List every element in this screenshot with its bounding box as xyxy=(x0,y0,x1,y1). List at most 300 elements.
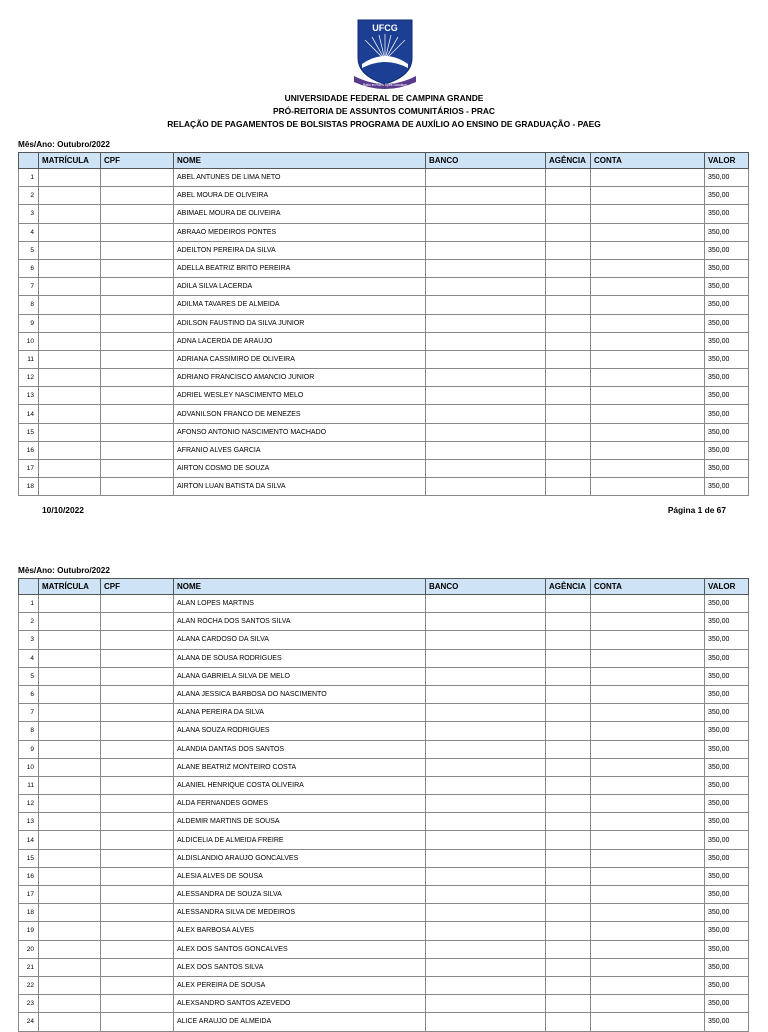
cpf-cell xyxy=(101,649,174,667)
banco-cell xyxy=(426,704,546,722)
table-row xyxy=(19,478,749,496)
cpf-cell xyxy=(101,205,174,223)
banco-cell xyxy=(426,169,546,187)
conta-cell xyxy=(591,205,705,223)
column-header: NOME xyxy=(174,153,426,169)
row-number: 22 xyxy=(19,976,39,994)
nome-cell: ALESSANDRA DE SOUZA SILVA xyxy=(174,886,426,904)
row-number: 8 xyxy=(19,722,39,740)
valor-cell: 350,00 xyxy=(705,350,749,368)
valor-cell: 350,00 xyxy=(705,314,749,332)
column-header: CONTA xyxy=(591,579,705,595)
column-header: MATRÍCULA xyxy=(39,579,101,595)
row-number: 8 xyxy=(19,296,39,314)
table-row xyxy=(19,259,749,277)
agencia-cell xyxy=(546,631,591,649)
conta-cell xyxy=(591,405,705,423)
row-number: 17 xyxy=(19,460,39,478)
table-row xyxy=(19,205,749,223)
agencia-cell xyxy=(546,976,591,994)
nome-cell: ALANIEL HENRIQUE COSTA OLIVEIRA xyxy=(174,776,426,794)
table-row xyxy=(19,613,749,631)
conta-cell xyxy=(591,667,705,685)
column-header: VALOR xyxy=(705,153,749,169)
agencia-cell xyxy=(546,904,591,922)
agencia-cell xyxy=(546,278,591,296)
cpf-cell xyxy=(101,740,174,758)
matricula-cell xyxy=(39,278,101,296)
matricula-cell xyxy=(39,667,101,685)
row-number: 11 xyxy=(19,776,39,794)
nome-cell: ABIMAEL MOURA DE OLIVEIRA xyxy=(174,205,426,223)
column-header: CPF xyxy=(101,153,174,169)
banco-cell xyxy=(426,995,546,1013)
column-header: CPF xyxy=(101,579,174,595)
matricula-cell xyxy=(39,387,101,405)
valor-cell: 350,00 xyxy=(705,940,749,958)
conta-cell xyxy=(591,223,705,241)
cpf-cell xyxy=(101,187,174,205)
table-row xyxy=(19,740,749,758)
matricula-cell xyxy=(39,831,101,849)
cpf-cell xyxy=(101,704,174,722)
banco-cell xyxy=(426,205,546,223)
matricula-cell xyxy=(39,685,101,703)
cpf-cell xyxy=(101,441,174,459)
row-number: 13 xyxy=(19,813,39,831)
cpf-cell xyxy=(101,995,174,1013)
nome-cell: ALDISLANDIO ARAUJO GONCALVES xyxy=(174,849,426,867)
table-row xyxy=(19,187,749,205)
nome-cell: ADILA SILVA LACERDA xyxy=(174,278,426,296)
nome-cell: ADVANILSON FRANCO DE MENEZES xyxy=(174,405,426,423)
valor-cell: 350,00 xyxy=(705,595,749,613)
row-number: 6 xyxy=(19,685,39,703)
table-row xyxy=(19,958,749,976)
table-row xyxy=(19,831,749,849)
nome-cell: ALDEMIR MARTINS DE SOUSA xyxy=(174,813,426,831)
cpf-cell xyxy=(101,922,174,940)
column-header: CONTA xyxy=(591,153,705,169)
column-header: AGÊNCIA xyxy=(546,153,591,169)
row-number: 9 xyxy=(19,740,39,758)
agencia-cell xyxy=(546,940,591,958)
table-row xyxy=(19,350,749,368)
row-number: 12 xyxy=(19,795,39,813)
valor-cell: 350,00 xyxy=(705,976,749,994)
row-number: 3 xyxy=(19,631,39,649)
agencia-cell xyxy=(546,667,591,685)
matricula-cell xyxy=(39,886,101,904)
conta-cell xyxy=(591,332,705,350)
nome-cell: ADILMA TAVARES DE ALMEIDA xyxy=(174,296,426,314)
cpf-cell xyxy=(101,631,174,649)
row-number: 5 xyxy=(19,667,39,685)
matricula-cell xyxy=(39,478,101,496)
row-number: 1 xyxy=(19,595,39,613)
conta-cell xyxy=(591,278,705,296)
nome-cell: AIRTON LUAN BATISTA DA SILVA xyxy=(174,478,426,496)
banco-cell xyxy=(426,922,546,940)
matricula-cell xyxy=(39,704,101,722)
cpf-cell xyxy=(101,350,174,368)
nome-cell: ALDICELIA DE ALMEIDA FREIRE xyxy=(174,831,426,849)
valor-cell: 350,00 xyxy=(705,649,749,667)
column-header: AGÊNCIA xyxy=(546,579,591,595)
column-header: VALOR xyxy=(705,579,749,595)
valor-cell: 350,00 xyxy=(705,958,749,976)
cpf-cell xyxy=(101,1013,174,1031)
nome-cell: ALANE BEATRIZ MONTEIRO COSTA xyxy=(174,758,426,776)
banco-cell xyxy=(426,813,546,831)
cpf-cell xyxy=(101,849,174,867)
conta-cell xyxy=(591,995,705,1013)
agencia-cell xyxy=(546,169,591,187)
banco-cell xyxy=(426,350,546,368)
cpf-cell xyxy=(101,958,174,976)
matricula-cell xyxy=(39,241,101,259)
table-row xyxy=(19,423,749,441)
matricula-cell xyxy=(39,460,101,478)
banco-cell xyxy=(426,595,546,613)
cpf-cell xyxy=(101,813,174,831)
table-row xyxy=(19,722,749,740)
valor-cell: 350,00 xyxy=(705,187,749,205)
nome-cell: ADRIEL WESLEY NASCIMENTO MELO xyxy=(174,387,426,405)
banco-cell xyxy=(426,940,546,958)
banco-cell xyxy=(426,831,546,849)
row-number: 10 xyxy=(19,758,39,776)
nome-cell: ADNA LACERDA DE ARAUJO xyxy=(174,332,426,350)
banco-cell xyxy=(426,332,546,350)
cpf-cell xyxy=(101,613,174,631)
agencia-cell xyxy=(546,849,591,867)
nome-cell: ABEL MOURA DE OLIVEIRA xyxy=(174,187,426,205)
row-number: 16 xyxy=(19,867,39,885)
nome-cell: ALANA GABRIELA SILVA DE MELO xyxy=(174,667,426,685)
nome-cell: ALANA PEREIRA DA SILVA xyxy=(174,704,426,722)
banco-cell xyxy=(426,1013,546,1031)
agencia-cell xyxy=(546,223,591,241)
table-row xyxy=(19,995,749,1013)
valor-cell: 350,00 xyxy=(705,886,749,904)
conta-cell xyxy=(591,685,705,703)
cpf-cell xyxy=(101,776,174,794)
table-row xyxy=(19,758,749,776)
cpf-cell xyxy=(101,405,174,423)
nome-cell: ALAN LOPES MARTINS xyxy=(174,595,426,613)
row-number: 23 xyxy=(19,995,39,1013)
table-header-row xyxy=(19,579,749,595)
agencia-cell xyxy=(546,995,591,1013)
agencia-cell xyxy=(546,758,591,776)
agencia-cell xyxy=(546,241,591,259)
matricula-cell xyxy=(39,867,101,885)
table-row xyxy=(19,867,749,885)
cpf-cell xyxy=(101,976,174,994)
agencia-cell xyxy=(546,613,591,631)
matricula-cell xyxy=(39,405,101,423)
row-number: 4 xyxy=(19,649,39,667)
agencia-cell xyxy=(546,685,591,703)
agencia-cell xyxy=(546,922,591,940)
matricula-cell xyxy=(39,613,101,631)
table-row xyxy=(19,886,749,904)
cpf-cell xyxy=(101,223,174,241)
agencia-cell xyxy=(546,423,591,441)
cpf-cell xyxy=(101,595,174,613)
valor-cell: 350,00 xyxy=(705,867,749,885)
valor-cell: 350,00 xyxy=(705,278,749,296)
row-number: 10 xyxy=(19,332,39,350)
conta-cell xyxy=(591,922,705,940)
cpf-cell xyxy=(101,169,174,187)
valor-cell: 350,00 xyxy=(705,758,749,776)
valor-cell: 350,00 xyxy=(705,613,749,631)
matricula-cell xyxy=(39,649,101,667)
valor-cell: 350,00 xyxy=(705,740,749,758)
banco-cell xyxy=(426,441,546,459)
agencia-cell xyxy=(546,405,591,423)
matricula-cell xyxy=(39,369,101,387)
matricula-cell xyxy=(39,296,101,314)
matricula-cell xyxy=(39,441,101,459)
department-name: PRÓ-REITORIA DE ASSUNTOS COMUNITÁRIOS - PRAC xyxy=(273,106,495,116)
nome-cell: ADELLA BEATRIZ BRITO PEREIRA xyxy=(174,259,426,277)
banco-cell xyxy=(426,740,546,758)
cpf-cell xyxy=(101,722,174,740)
conta-cell xyxy=(591,904,705,922)
nome-cell: ADRIANO FRANCISCO AMANCIO JUNIOR xyxy=(174,369,426,387)
matricula-cell xyxy=(39,223,101,241)
nome-cell: ABRAAO MEDEIROS PONTES xyxy=(174,223,426,241)
banco-cell xyxy=(426,405,546,423)
agencia-cell xyxy=(546,205,591,223)
nome-cell: ALANA JESSICA BARBOSA DO NASCIMENTO xyxy=(174,685,426,703)
matricula-cell xyxy=(39,595,101,613)
banco-cell xyxy=(426,223,546,241)
valor-cell: 350,00 xyxy=(705,904,749,922)
table-row xyxy=(19,595,749,613)
valor-cell: 350,00 xyxy=(705,795,749,813)
valor-cell: 350,00 xyxy=(705,169,749,187)
matricula-cell xyxy=(39,722,101,740)
valor-cell: 350,00 xyxy=(705,922,749,940)
cpf-cell xyxy=(101,940,174,958)
valor-cell: 350,00 xyxy=(705,849,749,867)
banco-cell xyxy=(426,976,546,994)
conta-cell xyxy=(591,958,705,976)
conta-cell xyxy=(591,831,705,849)
matricula-cell xyxy=(39,259,101,277)
table-row xyxy=(19,460,749,478)
nome-cell: ALANDIA DANTAS DOS SANTOS xyxy=(174,740,426,758)
valor-cell: 350,00 xyxy=(705,369,749,387)
nome-cell: ALICE ARAUJO DE ALMEIDA xyxy=(174,1013,426,1031)
payment-table xyxy=(18,152,749,496)
conta-cell xyxy=(591,441,705,459)
valor-cell: 350,00 xyxy=(705,667,749,685)
agencia-cell xyxy=(546,831,591,849)
nome-cell: ALDA FERNANDES GOMES xyxy=(174,795,426,813)
banco-cell xyxy=(426,296,546,314)
conta-cell xyxy=(591,296,705,314)
cpf-cell xyxy=(101,278,174,296)
matricula-cell xyxy=(39,350,101,368)
cpf-cell xyxy=(101,758,174,776)
conta-cell xyxy=(591,1013,705,1031)
cpf-cell xyxy=(101,904,174,922)
table-row xyxy=(19,685,749,703)
valor-cell: 350,00 xyxy=(705,831,749,849)
row-number: 15 xyxy=(19,849,39,867)
conta-cell xyxy=(591,849,705,867)
conta-cell xyxy=(591,867,705,885)
nome-cell: ALANA SOUZA RODRIGUES xyxy=(174,722,426,740)
banco-cell xyxy=(426,460,546,478)
banco-cell xyxy=(426,631,546,649)
column-header: MATRÍCULA xyxy=(39,153,101,169)
row-number: 15 xyxy=(19,423,39,441)
table-row xyxy=(19,405,749,423)
matricula-cell xyxy=(39,740,101,758)
agencia-cell xyxy=(546,387,591,405)
table-row xyxy=(19,631,749,649)
matricula-cell xyxy=(39,849,101,867)
banco-cell xyxy=(426,958,546,976)
banco-cell xyxy=(426,369,546,387)
conta-cell xyxy=(591,813,705,831)
banco-cell xyxy=(426,722,546,740)
nome-cell: AFRANIO ALVES GARCIA xyxy=(174,441,426,459)
agencia-cell xyxy=(546,958,591,976)
row-number: 24 xyxy=(19,1013,39,1031)
table-row xyxy=(19,241,749,259)
conta-cell xyxy=(591,795,705,813)
valor-cell: 350,00 xyxy=(705,460,749,478)
table-row xyxy=(19,387,749,405)
valor-cell: 350,00 xyxy=(705,441,749,459)
valor-cell: 350,00 xyxy=(705,387,749,405)
matricula-cell xyxy=(39,795,101,813)
nome-cell: ADRIANA CASSIMIRO DE OLIVEIRA xyxy=(174,350,426,368)
cpf-cell xyxy=(101,478,174,496)
valor-cell: 350,00 xyxy=(705,259,749,277)
conta-cell xyxy=(591,740,705,758)
matricula-cell xyxy=(39,776,101,794)
conta-cell xyxy=(591,704,705,722)
row-number: 7 xyxy=(19,704,39,722)
cpf-cell xyxy=(101,831,174,849)
matricula-cell xyxy=(39,332,101,350)
matricula-cell xyxy=(39,922,101,940)
banco-cell xyxy=(426,478,546,496)
valor-cell: 350,00 xyxy=(705,241,749,259)
conta-cell xyxy=(591,169,705,187)
row-number: 18 xyxy=(19,478,39,496)
table-row xyxy=(19,223,749,241)
matricula-cell xyxy=(39,995,101,1013)
valor-cell: 350,00 xyxy=(705,722,749,740)
table-row xyxy=(19,704,749,722)
conta-cell xyxy=(591,776,705,794)
row-number: 7 xyxy=(19,278,39,296)
nome-cell: ADILSON FAUSTINO DA SILVA JUNIOR xyxy=(174,314,426,332)
matricula-cell xyxy=(39,758,101,776)
logo-text: UFCG xyxy=(372,23,398,33)
valor-cell: 350,00 xyxy=(705,296,749,314)
banco-cell xyxy=(426,849,546,867)
conta-cell xyxy=(591,387,705,405)
valor-cell: 350,00 xyxy=(705,704,749,722)
table-row xyxy=(19,332,749,350)
agencia-cell xyxy=(546,1013,591,1031)
agencia-cell xyxy=(546,886,591,904)
agencia-cell xyxy=(546,441,591,459)
matricula-cell xyxy=(39,958,101,976)
row-number: 14 xyxy=(19,405,39,423)
conta-cell xyxy=(591,886,705,904)
banco-cell xyxy=(426,904,546,922)
conta-cell xyxy=(591,423,705,441)
report-title: RELAÇÃO DE PAGAMENTOS DE BOLSISTAS PROGRAMA DE AUXÍLIO AO ENSINO DE GRADUAÇÃO - PAEG xyxy=(167,119,601,129)
row-number: 5 xyxy=(19,241,39,259)
table-row xyxy=(19,314,749,332)
column-header: NOME xyxy=(174,579,426,595)
agencia-cell xyxy=(546,478,591,496)
row-number: 1 xyxy=(19,169,39,187)
matricula-cell xyxy=(39,904,101,922)
university-name: UNIVERSIDADE FEDERAL DE CAMPINA GRANDE xyxy=(284,93,484,103)
agencia-cell xyxy=(546,740,591,758)
valor-cell: 350,00 xyxy=(705,1013,749,1031)
matricula-cell xyxy=(39,423,101,441)
row-number: 13 xyxy=(19,387,39,405)
agencia-cell xyxy=(546,332,591,350)
column-header xyxy=(19,579,39,595)
row-number: 21 xyxy=(19,958,39,976)
matricula-cell xyxy=(39,314,101,332)
agencia-cell xyxy=(546,314,591,332)
table-row xyxy=(19,813,749,831)
table-row xyxy=(19,940,749,958)
banco-cell xyxy=(426,387,546,405)
period-label: Mês/Ano: Outubro/2022 xyxy=(18,140,110,149)
cpf-cell xyxy=(101,667,174,685)
nome-cell: ALEX DOS SANTOS GONCALVES xyxy=(174,940,426,958)
banco-cell xyxy=(426,314,546,332)
nome-cell: ALEX DOS SANTOS SILVA xyxy=(174,958,426,976)
cpf-cell xyxy=(101,423,174,441)
banco-cell xyxy=(426,685,546,703)
nome-cell: ALANA DE SOUSA RODRIGUES xyxy=(174,649,426,667)
table-header-row xyxy=(19,153,749,169)
row-number: 2 xyxy=(19,613,39,631)
conta-cell xyxy=(591,595,705,613)
conta-cell xyxy=(591,478,705,496)
valor-cell: 350,00 xyxy=(705,631,749,649)
matricula-cell xyxy=(39,631,101,649)
table-row xyxy=(19,441,749,459)
banco-cell xyxy=(426,187,546,205)
nome-cell: AIRTON COSMO DE SOUZA xyxy=(174,460,426,478)
page-number: Página 1 de 67 xyxy=(667,505,726,515)
cpf-cell xyxy=(101,369,174,387)
table-row xyxy=(19,1013,749,1031)
valor-cell: 350,00 xyxy=(705,423,749,441)
cpf-cell xyxy=(101,387,174,405)
row-number: 6 xyxy=(19,259,39,277)
